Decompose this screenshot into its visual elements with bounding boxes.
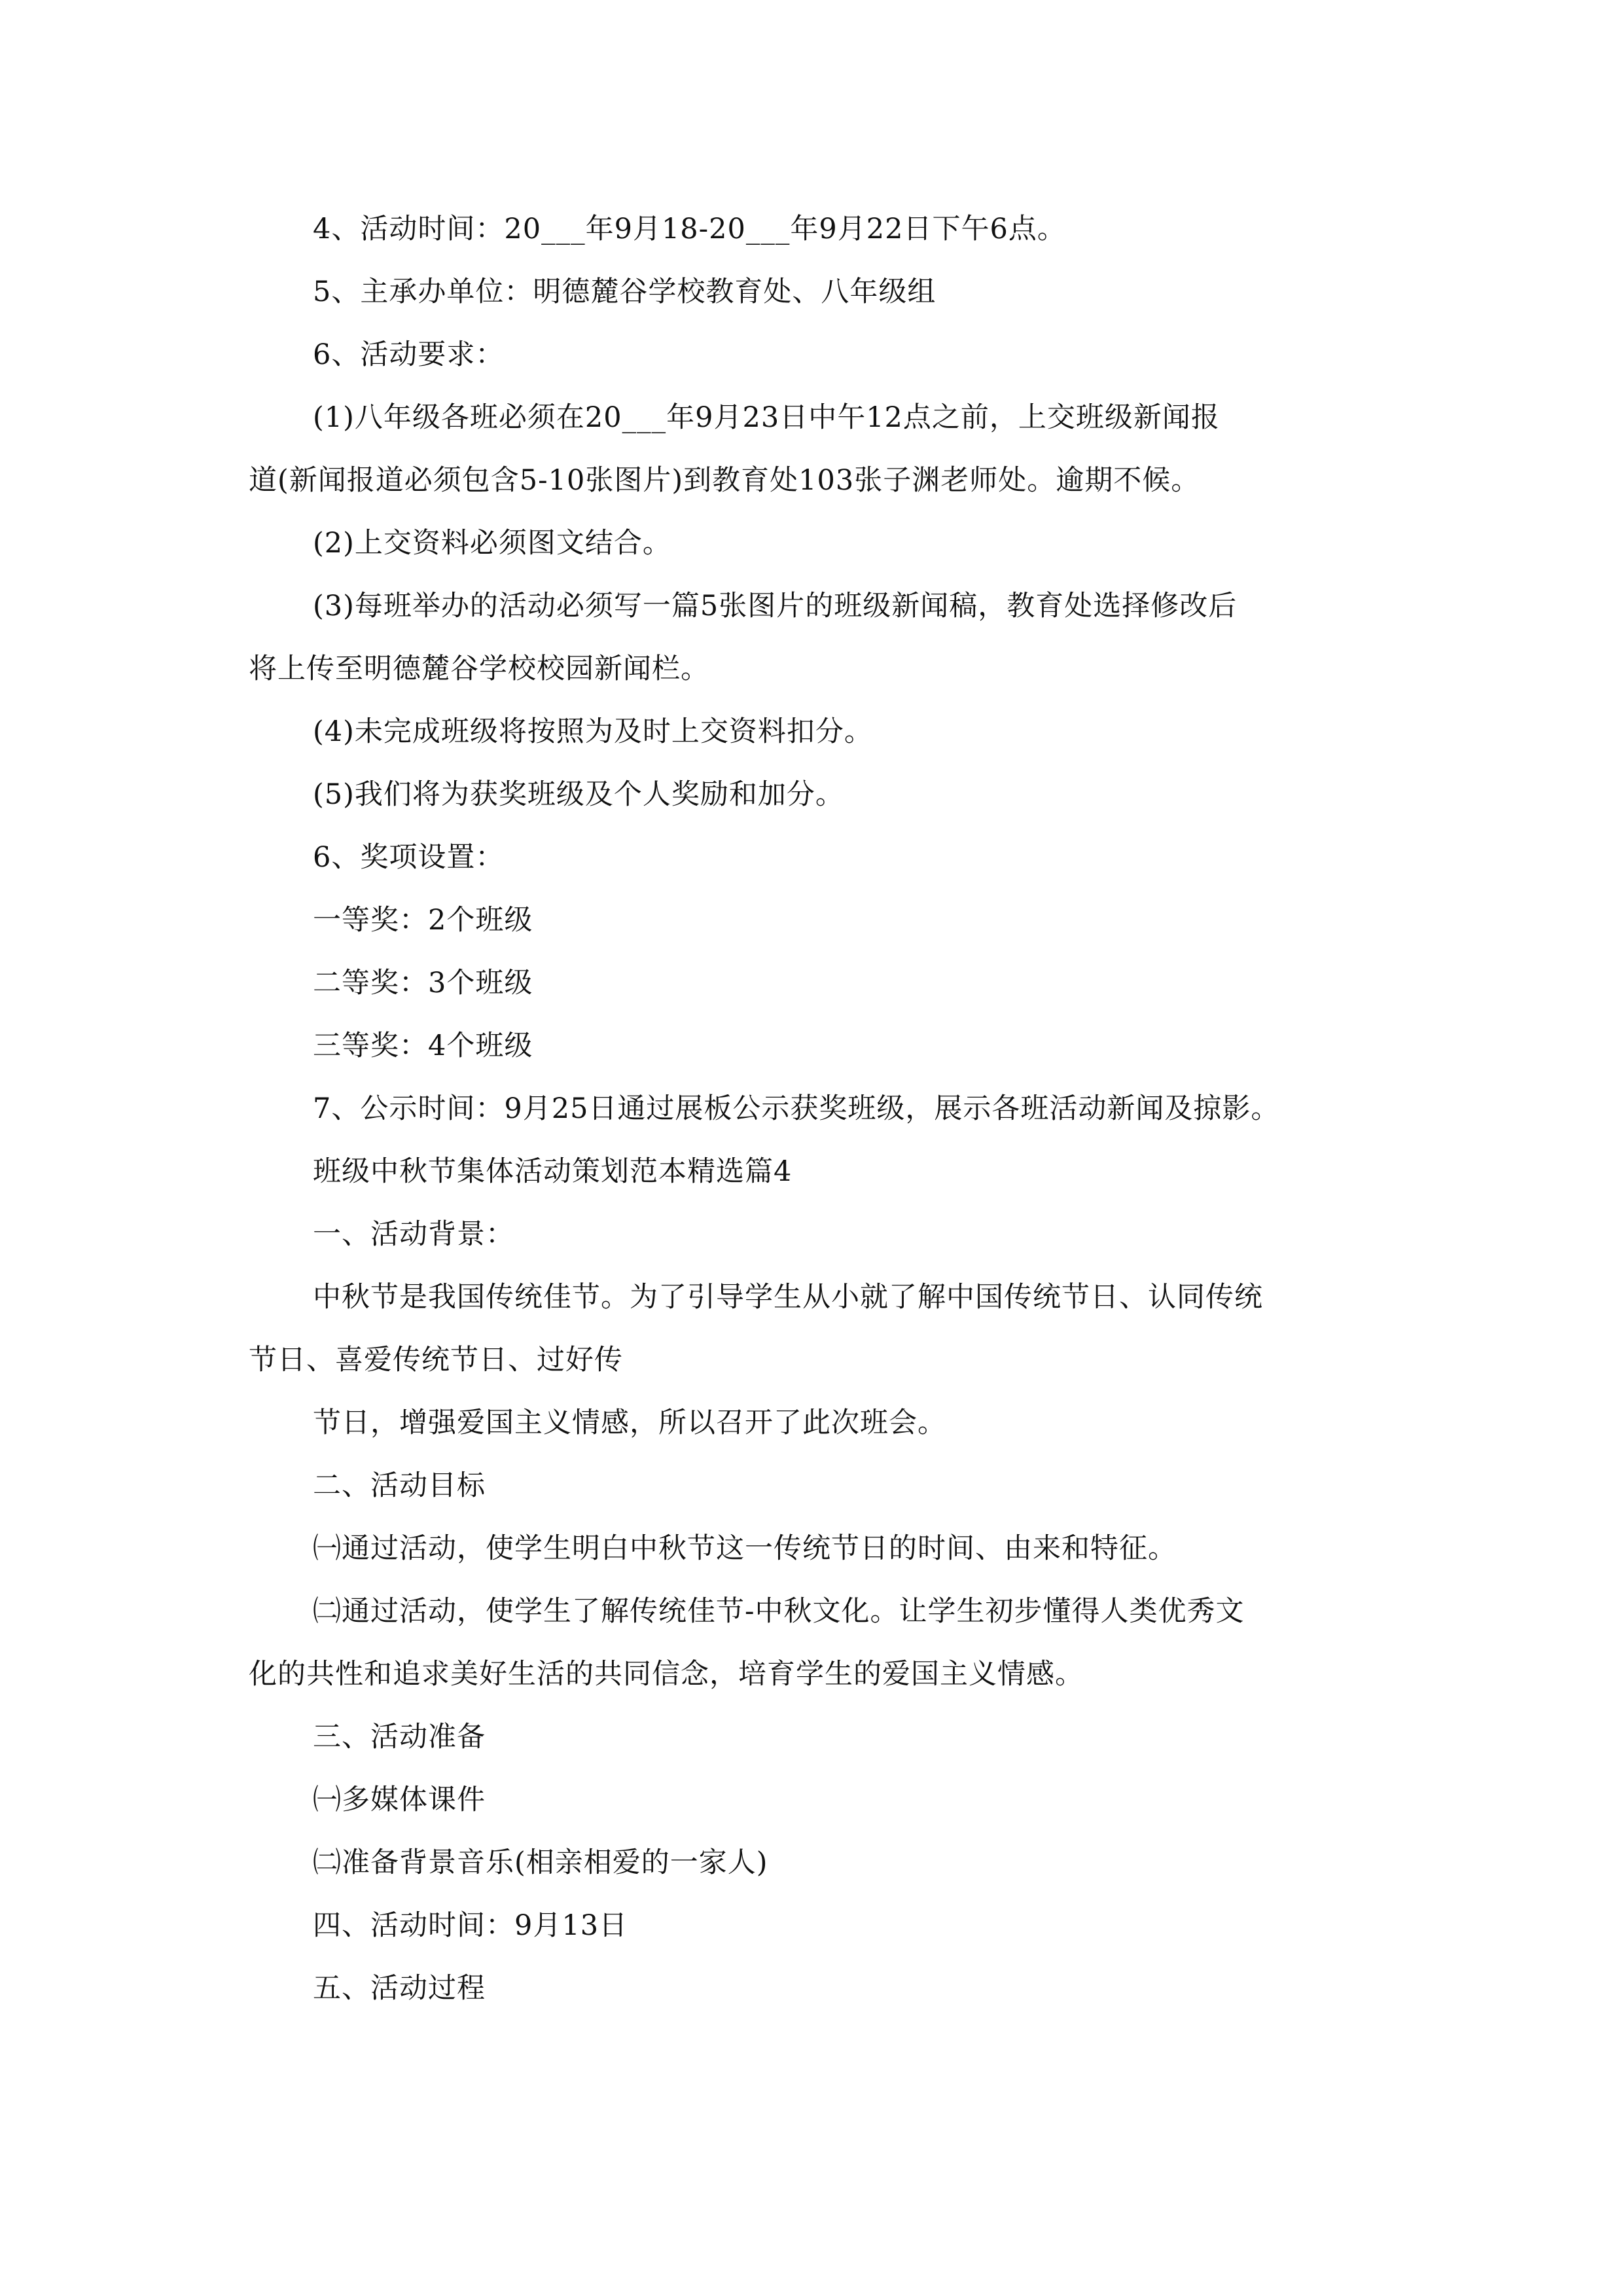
section-heading: 班级中秋节集体活动策划范本精选篇4 [313, 1155, 793, 1188]
text-line: (1)八年级各班必须在20___年9月23日中午12点之前，上交班级新闻报 [313, 401, 1220, 434]
text-line: 6、活动要求： [313, 338, 505, 371]
text-line: (3)每班举办的活动必须写一篇5张图片的班级新闻稿，教育处选择修改后 [313, 590, 1238, 622]
text-line: 四、活动时间：9月13日 [313, 1909, 628, 1942]
text-line: ㈡通过活动，使学生了解传统佳节-中秋文化。让学生初步懂得人类优秀文 [313, 1595, 1245, 1628]
text-line: 三、活动准备 [313, 1721, 486, 1753]
text-line: 三等奖：4个班级 [313, 1030, 533, 1062]
text-line: 一、活动背景： [313, 1218, 514, 1251]
text-line: 节日、喜爱传统节日、过好传 [249, 1344, 623, 1376]
text-line: 4、活动时间：20___年9月18-20___年9月22日下午6点。 [313, 213, 1066, 245]
text-line: ㈡准备背景音乐(相亲相爱的一家人) [313, 1846, 768, 1879]
text-line: 化的共性和追求美好生活的共同信念，培育学生的爱国主义情感。 [249, 1658, 1084, 1691]
text-line: (2)上交资料必须图文结合。 [313, 527, 671, 560]
text-line: 一等奖：2个班级 [313, 904, 533, 937]
text-line: 五、活动过程 [313, 1972, 486, 2005]
text-line: 道(新闻报道必须包含5-10张图片)到教育处103张子渊老师处。逾期不候。 [249, 464, 1200, 497]
text-line: ㈠多媒体课件 [313, 1784, 486, 1816]
text-line: (5)我们将为获奖班级及个人奖励和加分。 [313, 778, 844, 811]
text-line: 中秋节是我国传统佳节。为了引导学生从小就了解中国传统节日、认同传统 [313, 1281, 1263, 1314]
text-line: 二、活动目标 [313, 1469, 486, 1502]
text-line: 7、公示时间：9月25日通过展板公示获奖班级，展示各班活动新闻及掠影。 [313, 1092, 1280, 1125]
text-line: 节日，增强爱国主义情感，所以召开了此次班会。 [313, 1407, 946, 1439]
text-line: 6、奖项设置： [313, 841, 505, 874]
text-line: (4)未完成班级将按照为及时上交资料扣分。 [313, 715, 873, 748]
text-line: ㈠通过活动，使学生明白中秋节这一传统节日的时间、由来和特征。 [313, 1532, 1177, 1565]
text-line: 将上传至明德麓谷学校校园新闻栏。 [249, 653, 709, 685]
text-line: 5、主承办单位：明德麓谷学校教育处、八年级组 [313, 276, 936, 308]
text-line: 二等奖：3个班级 [313, 967, 533, 999]
